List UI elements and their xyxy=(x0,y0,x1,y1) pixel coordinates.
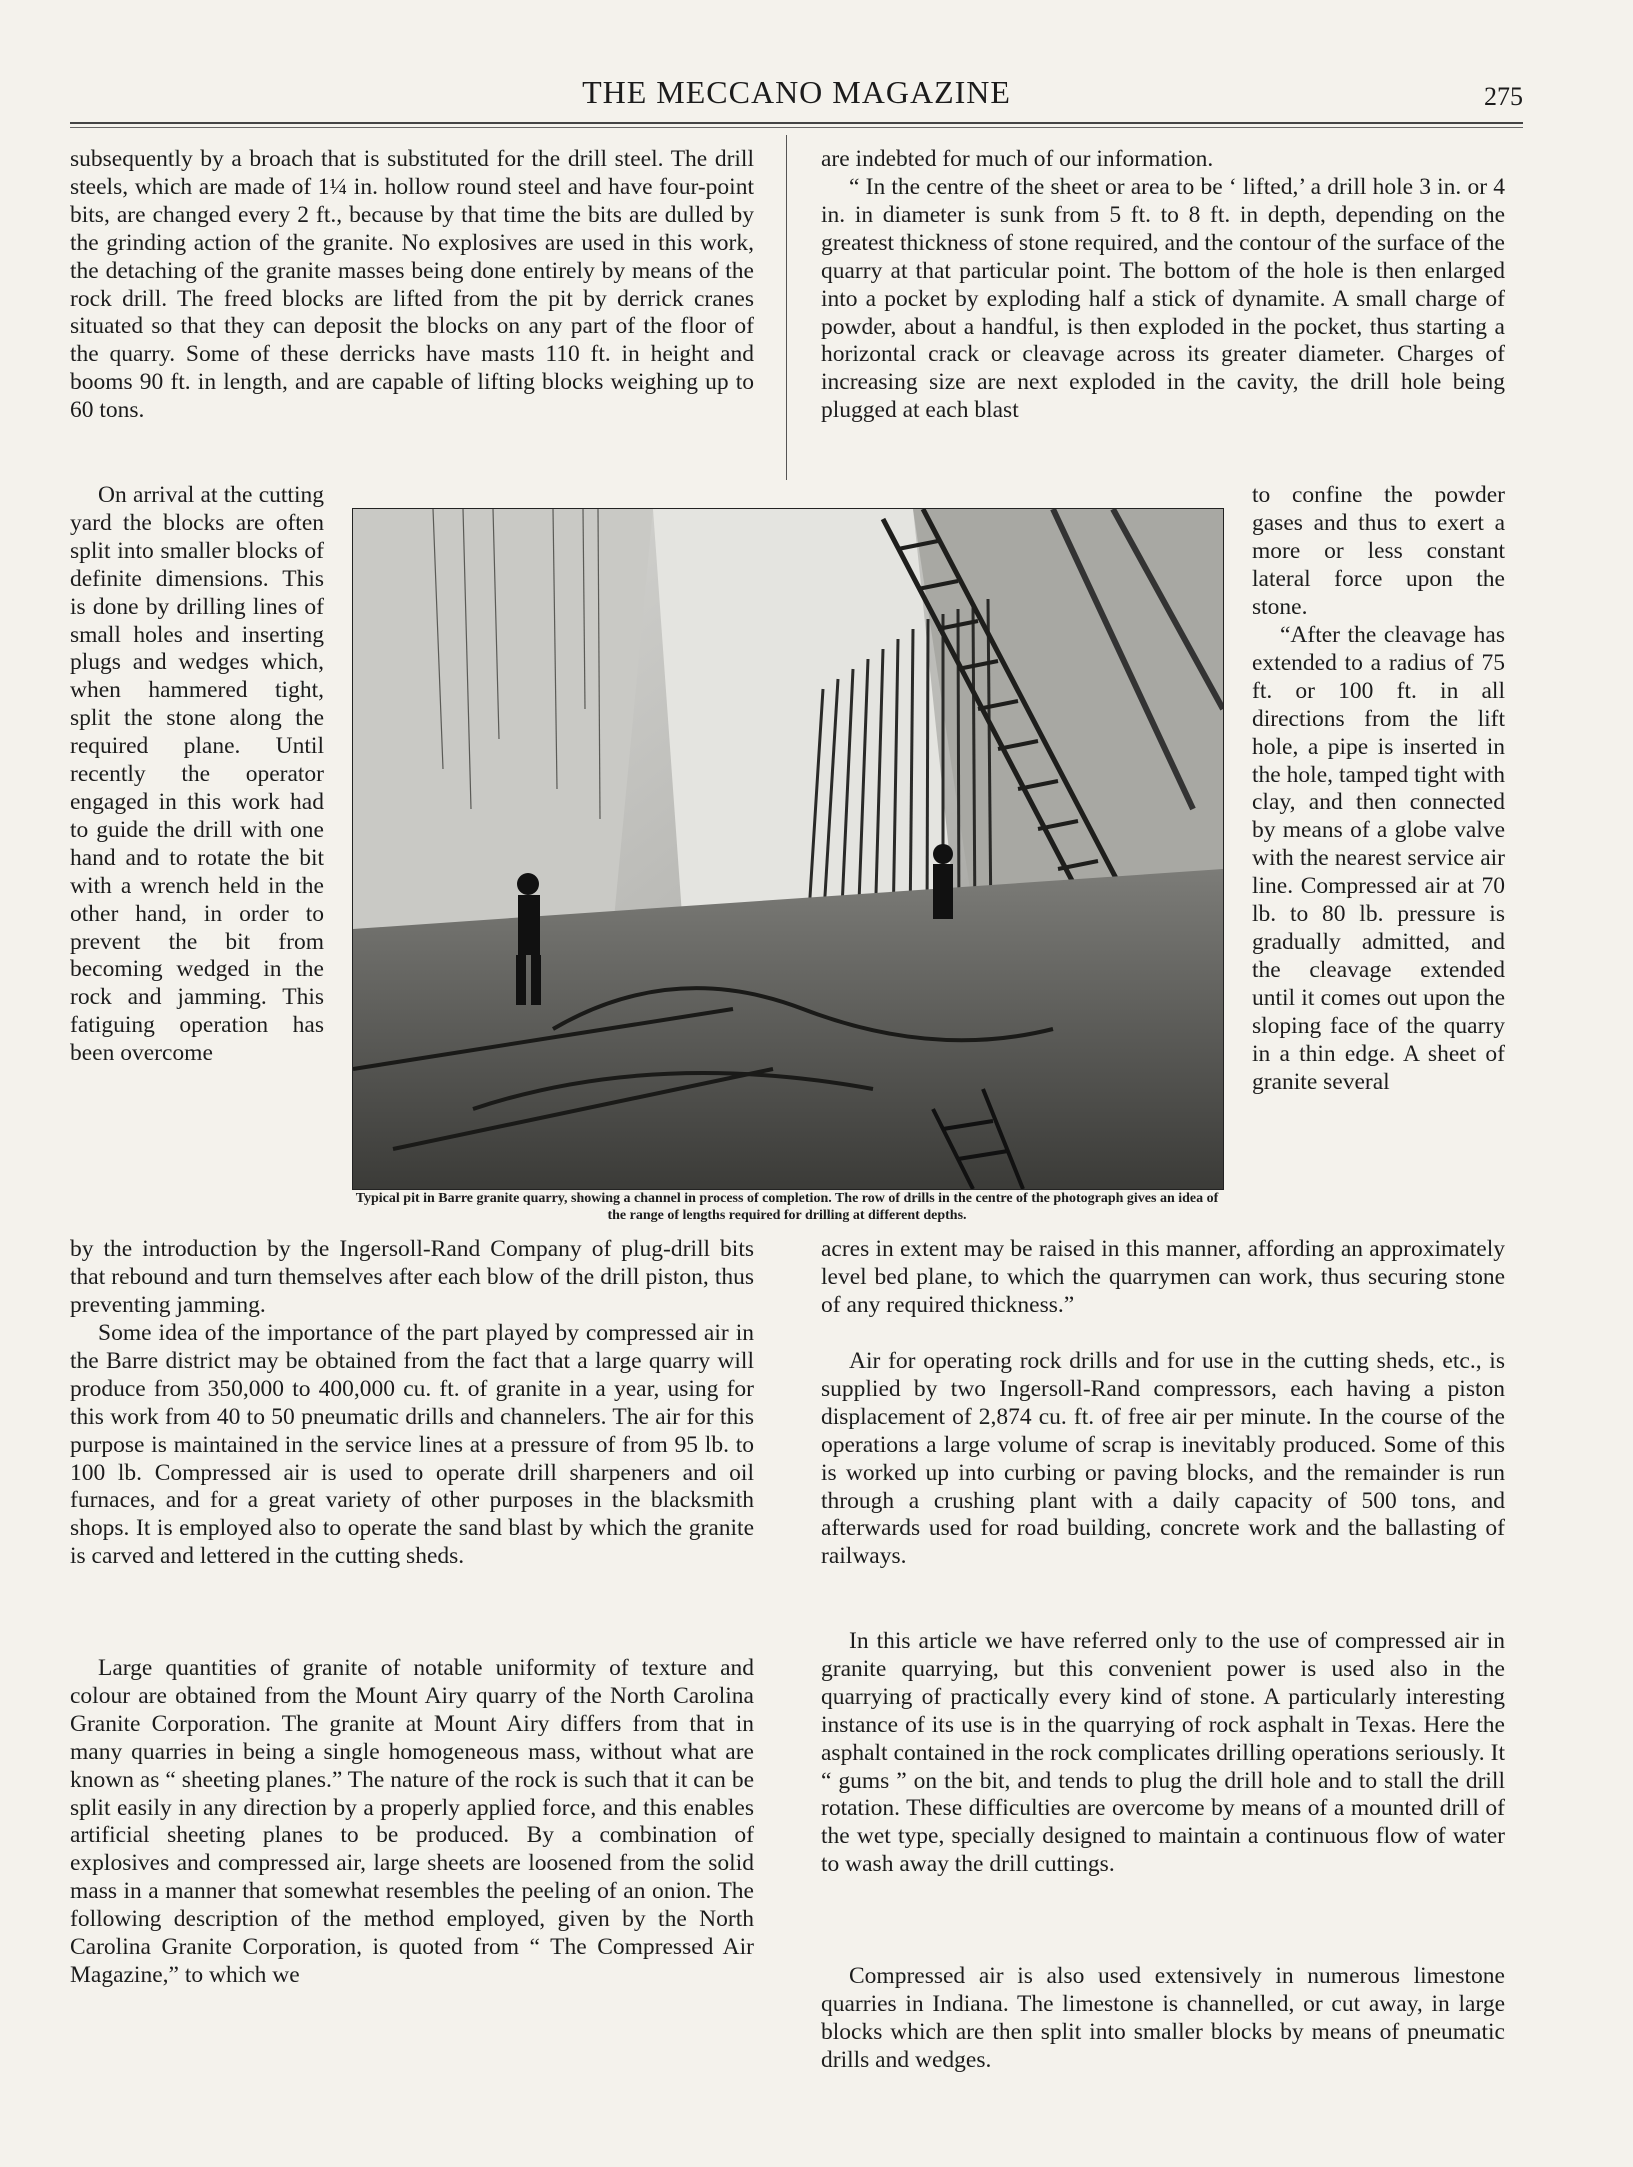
figure-caption: Typical pit in Barre granite quarry, showing a channel in process of completion. The row of drills in the centre of the photograph gives an idea of the range of lengths required for drilling at different depths. xyxy=(355,1191,1219,1223)
right-paragraph-2: “ In the centre of the sheet or area to be ‘ lifted,’ a drill hole 3 in. or 4 in. in diameter is sunk from 5 ft. to 8 ft. in depth, depending on the greatest thickness of stone required, and the contour of the surface of the quarry at that particular point. The bottom of the hole is then enlarged into a pocket by exploding half a stick of dynamite. A small charge of powder, about a handful, is then exploded in the pocket, thus starting a horizontal crack or cleavage across its greater diameter. Charges of increasing size are next exploded in the cavity, the drill hole being plugged at each blast xyxy=(821,174,1505,424)
header-rule-secondary xyxy=(70,127,1523,128)
left-paragraph-4: Large quantities of granite of notable uniformity of texture and colour are obtained from the Mount Airy quarry of the North Carolina Granite Corporation. The granite at Mount Airy differs from that in many quarries in being a single homogeneous mass, without what are known as “ sheeting planes.” The nature of the rock is such that it can be split easily in any direction by a properly applied force, and this enables artificial sheeting planes to be produced. By a combination of explosives and compressed air, large sheets are loosened from the solid mass in a manner that somewhat resembles the peeling of an onion. The following description of the method employed, given by the North Carolina Granite Corporation, is quoted from “ The Compressed Air Magazine,” to which we xyxy=(70,1655,754,1988)
header-rule xyxy=(70,122,1523,124)
right-paragraph-6: Compressed air is also used extensively in numerous limestone quarries in Indiana. The limestone is channelled, or cut away, in large blocks which are then split into smaller blocks by means of pneumatic drills and wedges. xyxy=(821,1963,1505,2073)
page-number: 275 xyxy=(1484,82,1523,111)
page-header xyxy=(70,74,1523,126)
right-paragraph-1: are indebted for much of our information. xyxy=(821,146,1214,172)
right-paragraph-4: Air for operating rock drills and for use in the cutting sheds, etc., is supplied by two Ingersoll-Rand compressors, each having a piston displacement of 2,874 cu. ft. of free air per minute. In the course of the operations a large volume of scrap is inevitably produced. Some of this is worked up into curbing or paving blocks, and the remainder is run through a crushing plant with a daily capacity of 500 tons, and afterwards used for road building, concrete work and the ballasting of railways. xyxy=(821,1348,1505,1570)
right-paragraph-3-wrapped: “After the cleavage has extended to a radius of 75 ft. or 100 ft. in all directions from the lift hole, a pipe is inserted in the hole, tamped tight with clay, and then connected by means of a globe valve with the nearest service air line. Compressed air at 70 lb. to 80 lb. pressure is gradually admitted, and the cleavage extended until it comes out upon the sloping face of the quarry in a thin edge. A sheet of granite several xyxy=(1252,622,1505,1095)
left-paragraph-2-continued: by the introduction by the Ingersoll-Rand Company of plug-drill bits that rebound and turn themselves after each blow of the drill piston, thus preventing jamming. xyxy=(70,1236,754,1318)
left-paragraph-1: subsequently by a broach that is substituted for the drill steel. The drill steels, which are made of 1¼ in. hollow round steel and have four-point bits, are changed every 2 ft., because by that time the bits are dulled by the grinding action of the granite. No explosives are used in this work, the detaching of the granite masses being done entirely by means of the rock drill. The freed blocks are lifted from the pit by derrick cranes situated so that they can deposit the blocks on any part of the floor of the quarry. Some of these derricks have masts 110 ft. in height and booms 90 ft. in length, and are capable of lifting blocks weighing up to 60 tons. xyxy=(70,146,754,424)
left-paragraph-3: Some idea of the importance of the part played by compressed air in the Barre district may be obtained from the fact that a large quarry will produce from 350,000 to 400,000 cu. ft. of granite in a year, using for this work from 40 to 50 pneumatic drills and channelers. The air for this purpose is maintained in the service lines at a pressure of from 95 lb. to 100 lb. Compressed air is used to operate drill sharpeners and oil furnaces, and for a great variety of other purposes in the blacksmith shops. It is employed also to operate the sand blast by which the granite is carved and lettered in the cutting sheds. xyxy=(70,1320,754,1570)
quarry-photograph xyxy=(352,508,1224,1190)
right-paragraph-2-wrapped: to confine the powder gases and thus to exert a more or less constant lateral force upon the stone. xyxy=(1252,482,1505,620)
quarry-photo-illustration xyxy=(353,509,1223,1189)
right-paragraph-3-continued: acres in extent may be raised in this manner, affording an approximately level bed plane, to which the quarrymen can work, thus securing stone of any required thickness.” xyxy=(821,1236,1505,1318)
left-paragraph-2-wrapped: On arrival at the cutting yard the blocks are often split into smaller blocks of definite dimensions. This is done by drilling lines of small holes and inserting plugs and wedges which, when hammered tight, split the stone along the required plane. Until recently the operator engaged in this work had to guide the drill with one hand and to rotate the bit with a wrench held in the other hand, in order to prevent the bit from becoming wedged in the rock and jamming. This fatiguing operation has been overcome xyxy=(70,482,324,1067)
magazine-title: THE MECCANO MAGAZINE xyxy=(582,74,1011,110)
column-divider xyxy=(786,135,787,480)
right-paragraph-5: In this article we have referred only to the use of compressed air in granite quarrying, but this convenient power is used also in the quarrying of practically every kind of stone. A particularly interesting instance of its use is in the quarrying of rock asphalt in Texas. Here the asphalt contained in the rock complicates drilling operations seriously. It “ gums ” on the bit, and tends to plug the drill hole and to stall the drill rotation. These difficulties are overcome by means of a mounted drill of the wet type, specially designed to maintain a continuous flow of water to wash away the drill cuttings. xyxy=(821,1628,1505,1878)
